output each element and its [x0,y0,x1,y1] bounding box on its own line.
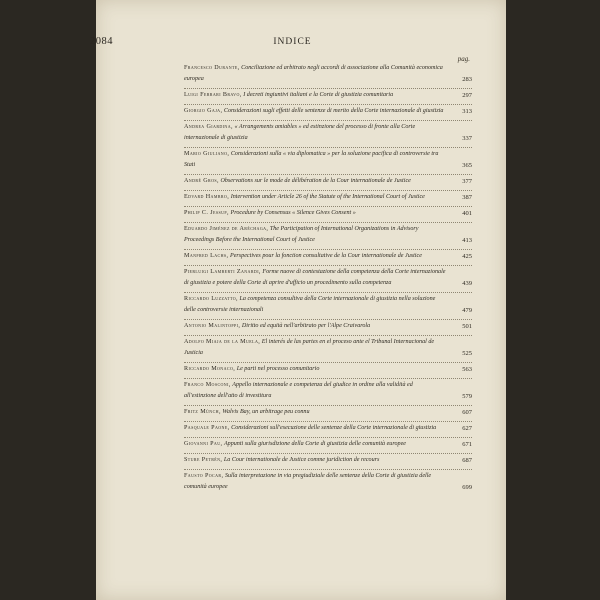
entry-page-number: 525 [462,350,472,357]
entry-work: Procedure by Consensus « Silence Gives Consent » [230,210,356,216]
entry-author: Giovanni Pau, [184,441,223,447]
entry-author: Edvard Hambro, [184,194,230,200]
page-title: INDICE [273,37,312,47]
index-entry [184,362,472,378]
entry-text [184,251,446,262]
entry-text [184,439,446,450]
index-entry [184,378,472,405]
entry-author: Sture Petrén, [184,457,223,463]
entry-page-number: 283 [462,76,472,83]
entry-text [184,364,446,375]
entry-author: Pasquale Paone, [184,425,230,431]
entry-text [184,63,446,85]
entry-page-number: 387 [462,194,472,201]
entry-text [184,149,446,171]
entry-work: Walvis Bay, un arbitrage peu connu [222,409,310,415]
entry-text [184,90,446,101]
entry-page-number: 313 [462,108,472,115]
entry-page-number: 579 [462,393,472,400]
index-entry [184,453,472,469]
entry-author: Pierluigi Lamberti Zanardi, [184,269,261,275]
index-entry [184,335,472,362]
entry-text [184,208,446,219]
index-entry [184,319,472,335]
entry-text [184,294,446,316]
entry-work: El interés de las partes en el proceso ante el Tribunal Internacional de Justicia [184,339,435,356]
entry-work: Appunti sulla giurisdizione della Corte di giustizia delle comunità europee [223,441,407,447]
entry-text [184,380,446,402]
entry-work: « Arrangements amiables » ed estinzione del processo di fronte alla Corte internazionale di giustizia [184,124,416,141]
entry-text [184,192,446,203]
index-entry [184,190,472,206]
index-entry [184,62,472,88]
entry-work: Forme nuove di contestazione della competenza della Corte internazionale di giustizia e potere della Corte di aprire d'ufficio un procedimento sulla competenza [184,269,446,286]
entry-page-number: 699 [462,484,472,491]
entry-author: Antonio Malintoppi, [184,323,241,329]
entry-work: Observations sur le mode de délibération de la Cour internationale de Justice [220,178,411,184]
entry-work: Diritto ed equità nell'arbitrato per l'Alpe Craivarola [241,323,371,329]
pag-column-label: pag. [457,55,470,63]
entry-author: Andrea Giardina, [184,124,233,130]
entry-author: André Gros, [184,178,219,184]
index-entry [184,292,472,319]
entry-work: La competenza consultiva della Corte internazionale di giustizia nella soluzione delle controversie internazionali [184,296,436,313]
page-header [90,36,495,50]
entry-text [184,267,446,289]
entry-page-number: 413 [462,237,472,244]
entry-work: I decreti ingiuntivi italiani e la Corte di giustizia comunitaria [243,92,394,98]
entry-text [184,321,446,332]
entry-text [184,106,446,117]
entry-page-number: 425 [462,253,472,260]
entry-author: Eduardo Jiménez de Aréchaga, [184,226,269,232]
index-entry [184,405,472,421]
entry-work: Perspectives pour la fonction consultative de la Cour internationale de Justice [230,253,422,259]
entry-page-number: 439 [462,280,472,287]
index-entry [184,469,472,496]
entry-text [184,455,446,466]
entry-page-number: 365 [462,162,472,169]
entry-author: Franco Mosconi, [184,382,231,388]
entry-text [184,122,446,144]
index-list [184,62,472,496]
entry-author: Philip C. Jessup, [184,210,229,216]
entry-text [184,423,446,434]
entry-text [184,407,446,418]
entry-page-number: 401 [462,210,472,217]
entry-text [184,337,446,359]
entry-page-number: 607 [462,409,472,416]
entry-work: Intervention under Article 26 of the Statute of the International Court of Justice [230,194,425,200]
page-number: 2084 [90,36,113,47]
entry-page-number: 627 [462,425,472,432]
entry-page-number: 337 [462,135,472,142]
index-entry [184,421,472,437]
entry-page-number: 377 [462,178,472,185]
entry-text [184,471,446,493]
entry-work: Considerazioni sull'esecuzione delle sentenze della Corte internazionale di giustizia [231,425,437,431]
entry-author: Giorgio Gaja, [184,108,223,114]
entry-author: Mario Giuliano, [184,151,230,157]
entry-text [184,224,446,246]
entry-work: Sulla interpretazione in via pregiudiziale delle sentenze della Corte di giustizia delle comunità europee [184,473,432,490]
entry-author: Adolfo Miaja de la Muela, [184,339,261,345]
entry-work: The Participation of International Organizations in Advisory Proceedings Before the International Court of Justice [184,226,419,243]
index-entry [184,147,472,174]
entry-page-number: 479 [462,307,472,314]
entry-work: Considerazioni sugli effetti delle sentenze di merito della Corte internazionale di giustizia [223,108,444,114]
entry-work: Le parti nel processo comunitario [236,366,320,372]
entry-page-number: 501 [462,323,472,330]
entry-work: Appello internazionale e competenza del giudice in ordine alla validità ed all'estinzione dell'atto di investitura [184,382,413,399]
index-entry [184,206,472,222]
entry-author: Fausto Pocar, [184,473,224,479]
entry-page-number: 563 [462,366,472,373]
index-entry [184,265,472,292]
entry-work: La Cour internationale de Justice comme juridiction de recours [223,457,380,463]
entry-page-number: 687 [462,457,472,464]
entry-work: Conciliazione ed arbitrato negli accordi di associazione alla Comunità economica europea [184,65,443,82]
index-entry [184,437,472,453]
index-entry [184,88,472,104]
entry-author: Manfred Lachs, [184,253,229,259]
entry-work: Considerazioni sulla « via diplomatica » per la soluzione pacifica di controversie tra Stati [184,151,439,168]
entry-author: Fritz Münch, [184,409,221,415]
entry-author: Francesco Durante, [184,65,240,71]
entry-author: Riccardo Luzzatto, [184,296,238,302]
entry-text [184,176,446,187]
index-entry [184,174,472,190]
entry-page-number: 671 [462,441,472,448]
entry-page-number: 297 [462,92,472,99]
index-entry [184,222,472,249]
index-entry [184,120,472,147]
index-entry [184,249,472,265]
index-entry [184,104,472,120]
entry-author: Riccardo Monaco, [184,366,236,372]
entry-author: Luigi Ferrari Bravo, [184,92,242,98]
